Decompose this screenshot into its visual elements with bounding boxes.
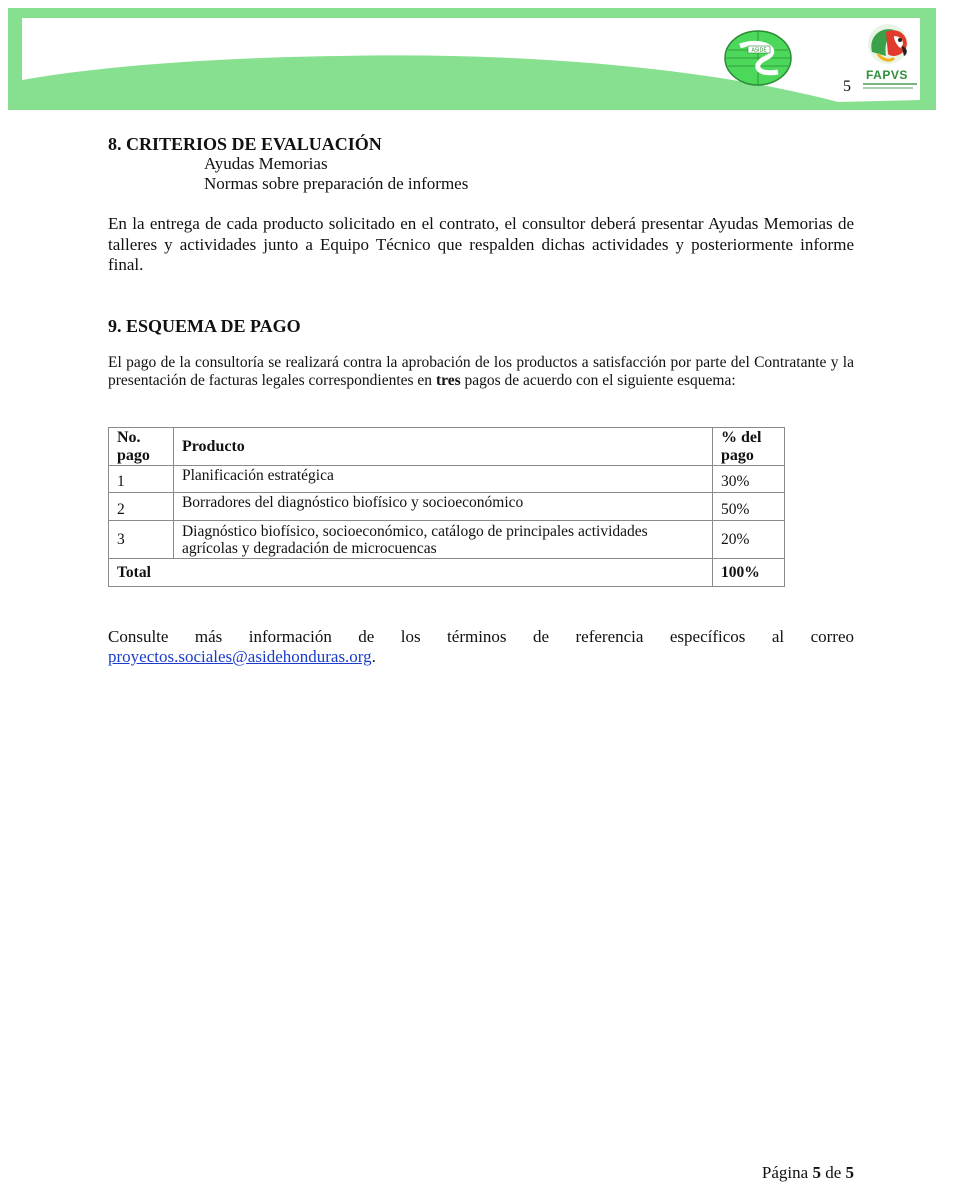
cell-no: 1: [109, 466, 174, 493]
header-pct-pago: [713, 428, 785, 466]
cell-no: 3: [109, 521, 174, 559]
fapvs-logo: [858, 22, 920, 96]
contact-email-line: [108, 647, 376, 668]
contact-paragraph: Consulte más información de los términos de referencia específicos al correo: [108, 627, 854, 646]
header-pct-line1: % del: [721, 428, 762, 446]
section-9-bold-word: tres: [435, 372, 461, 389]
footer-current-page: 5: [812, 1163, 821, 1182]
aside-logo-text: ASIDE: [751, 47, 767, 54]
footer-of-label: de: [825, 1163, 842, 1182]
fapvs-logo-text: FAPVS: [866, 68, 908, 82]
section-9-heading: 9. ESQUEMA DE PAGO: [108, 315, 301, 336]
header-producto: Producto: [173, 428, 712, 466]
table-header-row: [109, 428, 785, 466]
header-no-pago: [109, 428, 174, 466]
table-row: [109, 521, 785, 559]
header-page-number: 5: [843, 78, 851, 95]
aside-logo: [722, 28, 794, 88]
header-pct-line2: pago: [721, 446, 754, 464]
document-body: [108, 134, 854, 391]
table-row: [109, 466, 785, 493]
cell-product: Borradores del diagnóstico biofísico y socioeconómico: [173, 493, 712, 521]
table-row: [109, 493, 785, 521]
table-total-row: [109, 559, 785, 587]
cell-product: Diagnóstico biofísico, socioeconómico, catálogo de principales actividades agrícolas y degradación de microcuencas: [173, 521, 712, 559]
footer-page-label: Página: [761, 1163, 809, 1182]
contact-period: .: [371, 647, 376, 666]
header-no-line2: pago: [117, 446, 150, 464]
contact-email-link[interactable]: proyectos.sociales@asidehonduras.org: [108, 647, 372, 666]
section-9-text: El pago de la consultoría se realizará contra la aprobación de los productos a satisfacción por parte del Contratante y la presentación de facturas legales correspondientes en: [108, 353, 854, 389]
cell-no: 2: [109, 493, 174, 521]
section-8-item: Normas sobre preparación de informes: [204, 174, 469, 193]
cell-pct: 30%: [713, 466, 785, 493]
fapvs-tagline-line: [863, 83, 917, 85]
section-8-heading: 8. CRITERIOS DE EVALUACIÓN: [108, 134, 382, 154]
cell-total-value: 100%: [713, 559, 785, 587]
section-8-paragraph: En la entrega de cada producto solicitado en el contrato, el consultor deberá presentar Ayudas Memorias de talleres y actividades junto a Equipo Técnico que respalden dichas actividades y posteriormente informe final.: [108, 214, 854, 274]
cell-total-label: Total: [109, 559, 713, 587]
section-9-text: pagos de acuerdo con el siguiente esquema:: [464, 372, 736, 389]
cell-product: Planificación estratégica: [173, 466, 712, 493]
section-8-item: Ayudas Memorias: [204, 154, 328, 173]
section-9-paragraph: [108, 354, 854, 391]
footer-total-pages: 5: [845, 1163, 854, 1182]
cell-pct: 50%: [713, 493, 785, 521]
header-no-line1: No.: [117, 428, 141, 446]
cell-pct: 20%: [713, 521, 785, 559]
payment-table: [108, 427, 785, 587]
footer-page-indicator: [762, 1163, 854, 1183]
fapvs-tagline-line: [863, 87, 913, 89]
header-band: [8, 8, 936, 110]
